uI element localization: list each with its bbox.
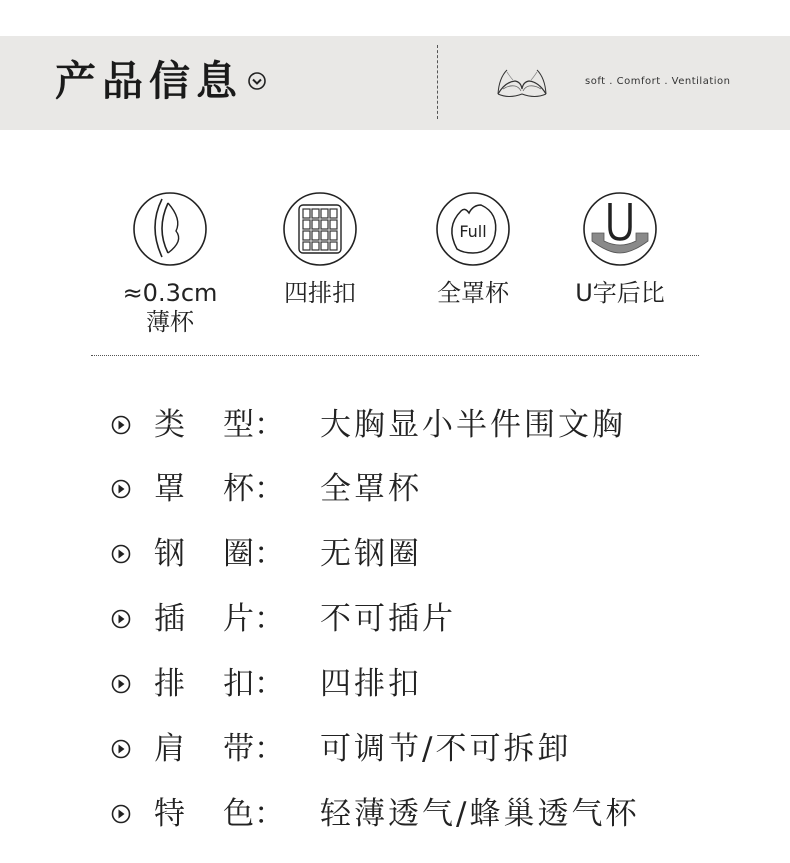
feature-full-cup — [398, 191, 548, 308]
feature-thin-cup — [95, 191, 245, 337]
header-tagline: soft . Comfort . Ventilation — [585, 76, 731, 87]
feature-thin-cup-label2: 薄杯 — [146, 308, 194, 336]
chevron-right-circle-icon — [110, 608, 132, 630]
spec-label-char2: 圈： — [223, 536, 285, 572]
chevron-right-circle-icon — [110, 478, 132, 500]
feature-full-cup-label: 全罩杯 — [437, 279, 509, 307]
header-divider — [437, 45, 438, 119]
thin-cup-icon — [132, 191, 208, 267]
spec-row — [110, 599, 760, 639]
spec-label-char1: 钢 — [154, 536, 185, 572]
spec-label-char2: 型： — [223, 407, 285, 443]
bra-icon — [495, 64, 549, 100]
spec-value: 轻薄透气/蜂巢透气杯 — [320, 796, 640, 832]
spec-label-char2: 扣： — [223, 666, 285, 702]
spec-value: 无钢圈 — [320, 536, 422, 572]
feature-u-back-label: U字后比 — [575, 279, 665, 307]
chevron-down-circle-icon — [247, 71, 267, 91]
spec-value: 可调节/不可拆卸 — [320, 731, 572, 767]
spec-label-char2: 色： — [223, 796, 285, 832]
hook-eye-icon — [282, 191, 358, 267]
spec-row — [110, 664, 760, 704]
page-title: 产品信息 — [55, 57, 243, 105]
spec-label-char1: 肩 — [154, 731, 185, 767]
spec-row — [110, 469, 760, 509]
spec-label-char1: 类 — [154, 407, 185, 443]
spec-label-char2: 片： — [223, 601, 285, 637]
chevron-right-circle-icon — [110, 543, 132, 565]
spec-label-char1: 插 — [154, 601, 185, 637]
feature-hook-eye — [245, 191, 395, 308]
spec-row — [110, 534, 760, 574]
feature-hook-eye-label: 四排扣 — [284, 279, 356, 307]
chevron-right-circle-icon — [110, 738, 132, 760]
spec-label-char1: 特 — [154, 796, 185, 832]
chevron-right-circle-icon — [110, 673, 132, 695]
spec-value: 四排扣 — [320, 666, 422, 702]
spec-label-char1: 排 — [154, 666, 185, 702]
feature-thin-cup-label: ≈0.3cm — [122, 279, 218, 307]
u-back-icon — [582, 191, 658, 267]
spec-label-char1: 罩 — [154, 471, 185, 507]
spec-row — [110, 729, 760, 769]
spec-value: 全罩杯 — [320, 471, 422, 507]
spec-label-char2: 带： — [223, 731, 285, 767]
section-divider — [91, 355, 699, 356]
spec-value: 不可插片 — [320, 601, 456, 637]
chevron-right-circle-icon — [110, 803, 132, 825]
spec-row — [110, 405, 760, 445]
spec-label-char2: 杯： — [223, 471, 285, 507]
spec-row — [110, 794, 760, 834]
spec-value: 大胸显小半件围文胸 — [320, 407, 626, 443]
chevron-right-circle-icon — [110, 414, 132, 436]
feature-u-back — [545, 191, 695, 308]
full-cup-icon — [435, 191, 511, 267]
full-cup-icon-text: Full — [459, 222, 487, 241]
